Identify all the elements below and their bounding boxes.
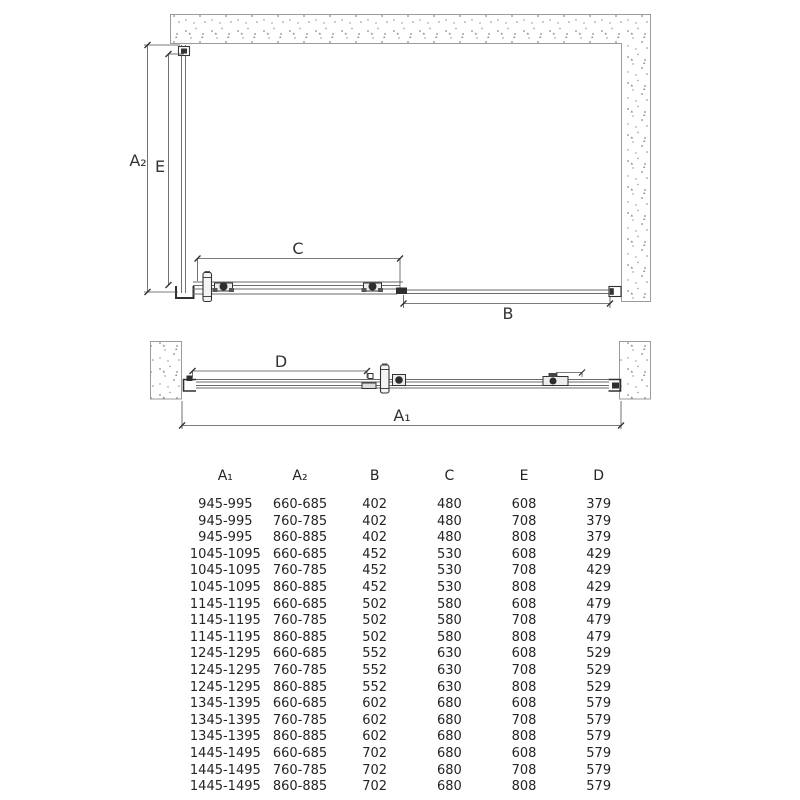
roller-right <box>362 283 384 293</box>
niche-roller-right <box>543 370 585 386</box>
table-row <box>188 779 636 796</box>
table-cell: 402 <box>362 497 388 512</box>
table-cell: 579 <box>586 696 612 712</box>
table-cell: 708 <box>511 662 537 678</box>
table-cell: 608 <box>511 596 537 612</box>
size-table-header <box>188 468 636 484</box>
table-cell: 1145-1195 <box>189 629 261 645</box>
table-cell: 760-785 <box>272 712 328 728</box>
dim-c <box>195 239 404 288</box>
table-cell: 402 <box>362 513 388 529</box>
table-cell: 1245-1295 <box>189 646 261 662</box>
table-cell: 552 <box>362 662 388 678</box>
table-cell: 552 <box>362 679 388 695</box>
table-cell: 760-785 <box>272 513 328 529</box>
table-cell: 660-685 <box>272 497 328 512</box>
table-row <box>188 646 636 663</box>
table-cell: 502 <box>362 596 388 612</box>
table-cell: 860-885 <box>272 679 328 695</box>
table-cell: 945-995 <box>198 497 253 512</box>
table-cell: 602 <box>362 712 388 728</box>
table-row <box>188 563 636 580</box>
size-table-body <box>188 497 636 796</box>
corner-shoe-bottom <box>176 286 194 298</box>
wall-profile-right <box>609 380 621 392</box>
table-cell: 580 <box>436 613 462 629</box>
table-cell: 502 <box>362 629 388 645</box>
table-cell: 1145-1195 <box>189 596 261 612</box>
table-cell: 452 <box>362 563 388 579</box>
table-cell: 660-685 <box>272 546 328 562</box>
table-cell: 1145-1195 <box>189 613 261 629</box>
table-row <box>188 763 636 780</box>
table-cell: 660-685 <box>272 646 328 662</box>
table-cell: 860-885 <box>272 779 328 795</box>
table-row <box>188 597 636 614</box>
table-cell: 530 <box>436 563 462 579</box>
dim-label-b: B <box>502 304 514 323</box>
column-header-d: D <box>593 468 605 484</box>
column-header-a1: A₁ <box>217 468 233 484</box>
table-cell: 808 <box>511 779 537 795</box>
table-cell: 1445-1495 <box>189 745 261 761</box>
table-cell: 708 <box>511 613 537 629</box>
table-cell: 680 <box>436 779 462 795</box>
table-cell: 529 <box>586 646 612 662</box>
table-cell: 608 <box>511 497 537 512</box>
table-cell: 602 <box>362 729 388 745</box>
table-cell: 1345-1395 <box>189 729 261 745</box>
table-cell: 480 <box>436 530 462 546</box>
column-header-a2: A₂ <box>292 468 308 484</box>
table-cell: 860-885 <box>272 579 328 595</box>
niche-handle-knob <box>362 364 389 394</box>
table-cell: 579 <box>586 745 612 761</box>
table-cell: 479 <box>586 596 612 612</box>
column-header-c: C <box>444 468 455 484</box>
table-cell: 429 <box>586 563 612 579</box>
table-cell: 1445-1495 <box>189 779 261 795</box>
table-cell: 708 <box>511 712 537 728</box>
dim-b <box>401 295 614 323</box>
size-table <box>188 468 636 796</box>
table-cell: 702 <box>362 779 388 795</box>
table-cell: 1245-1295 <box>189 662 261 678</box>
table-cell: 680 <box>436 762 462 778</box>
table-cell: 760-785 <box>272 762 328 778</box>
table-cell: 860-885 <box>272 629 328 645</box>
table-cell: 529 <box>586 679 612 695</box>
wall-profile-left <box>184 376 197 392</box>
table-cell: 1245-1295 <box>189 679 261 695</box>
table-cell: 760-785 <box>272 662 328 678</box>
table-row <box>188 696 636 713</box>
table-cell: 660-685 <box>272 745 328 761</box>
table-cell: 429 <box>586 579 612 595</box>
table-cell: 630 <box>436 679 462 695</box>
door-handle-knob <box>203 271 212 302</box>
table-cell: 579 <box>586 729 612 745</box>
table-row <box>188 663 636 680</box>
table-cell: 702 <box>362 762 388 778</box>
table-cell: 1045-1095 <box>189 579 261 595</box>
table-cell: 660-685 <box>272 596 328 612</box>
roller-left <box>213 283 235 293</box>
table-cell: 808 <box>511 629 537 645</box>
table-cell: 808 <box>511 579 537 595</box>
table-cell: 680 <box>436 745 462 761</box>
table-cell: 808 <box>511 679 537 695</box>
table-cell: 608 <box>511 646 537 662</box>
table-cell: 579 <box>586 762 612 778</box>
table-cell: 708 <box>511 513 537 529</box>
table-row <box>188 613 636 630</box>
table-cell: 480 <box>436 497 462 512</box>
dim-label-a1: A₁ <box>393 406 411 425</box>
dim-e <box>155 51 184 288</box>
table-cell: 530 <box>436 546 462 562</box>
table-cell: 429 <box>586 546 612 562</box>
plan-view-diagram <box>151 342 651 430</box>
dim-label-e: E <box>154 157 166 176</box>
table-cell: 680 <box>436 696 462 712</box>
table-cell: 602 <box>362 696 388 712</box>
table-row <box>188 580 636 597</box>
table-cell: 379 <box>586 513 612 529</box>
table-cell: 579 <box>586 712 612 728</box>
dim-label-a2: A₂ <box>129 151 147 170</box>
table-cell: 708 <box>511 762 537 778</box>
table-cell: 702 <box>362 745 388 761</box>
table-cell: 808 <box>511 530 537 546</box>
table-cell: 630 <box>436 662 462 678</box>
table-cell: 1045-1095 <box>189 563 261 579</box>
table-cell: 680 <box>436 712 462 728</box>
table-cell: 580 <box>436 629 462 645</box>
table-cell: 630 <box>436 646 462 662</box>
top-view-diagram <box>129 15 650 324</box>
table-row <box>188 630 636 647</box>
panel-overlap-bracket <box>396 288 407 295</box>
table-cell: 680 <box>436 729 462 745</box>
wall-left <box>151 342 182 400</box>
column-header-b: B <box>369 468 380 484</box>
dim-label-c: C <box>292 239 304 258</box>
table-cell: 808 <box>511 729 537 745</box>
table-row <box>188 514 636 531</box>
table-cell: 530 <box>436 579 462 595</box>
table-row <box>188 547 636 564</box>
table-row <box>188 497 636 514</box>
fixed-side-panel <box>182 45 186 293</box>
table-row <box>188 680 636 697</box>
door-end-bracket <box>609 287 621 297</box>
table-cell: 760-785 <box>272 563 328 579</box>
table-cell: 760-785 <box>272 613 328 629</box>
table-row <box>188 746 636 763</box>
table-cell: 945-995 <box>198 530 253 546</box>
table-row <box>188 530 636 547</box>
table-cell: 452 <box>362 546 388 562</box>
table-cell: 1345-1395 <box>189 712 261 728</box>
niche-roller-left <box>393 375 406 386</box>
table-cell: 379 <box>586 497 612 512</box>
table-cell: 1045-1095 <box>189 546 261 562</box>
table-cell: 608 <box>511 745 537 761</box>
table-cell: 479 <box>586 629 612 645</box>
dim-a1 <box>179 401 624 429</box>
wall-right <box>620 342 651 400</box>
table-cell: 579 <box>586 779 612 795</box>
table-cell: 1345-1395 <box>189 696 261 712</box>
table-cell: 660-685 <box>272 696 328 712</box>
table-cell: 708 <box>511 563 537 579</box>
table-cell: 580 <box>436 596 462 612</box>
dim-d <box>190 352 374 379</box>
dim-label-d: D <box>274 352 288 371</box>
table-cell: 1445-1495 <box>189 762 261 778</box>
table-cell: 480 <box>436 513 462 529</box>
table-row <box>188 713 636 730</box>
table-cell: 402 <box>362 530 388 546</box>
table-cell: 479 <box>586 613 612 629</box>
table-cell: 552 <box>362 646 388 662</box>
table-cell: 502 <box>362 613 388 629</box>
table-cell: 608 <box>511 696 537 712</box>
table-cell: 860-885 <box>272 530 328 546</box>
table-cell: 529 <box>586 662 612 678</box>
table-cell: 860-885 <box>272 729 328 745</box>
column-header-e: E <box>519 468 529 484</box>
table-cell: 945-995 <box>198 513 253 529</box>
table-row <box>188 729 636 746</box>
table-cell: 379 <box>586 530 612 546</box>
table-cell: 608 <box>511 546 537 562</box>
table-cell: 452 <box>362 579 388 595</box>
